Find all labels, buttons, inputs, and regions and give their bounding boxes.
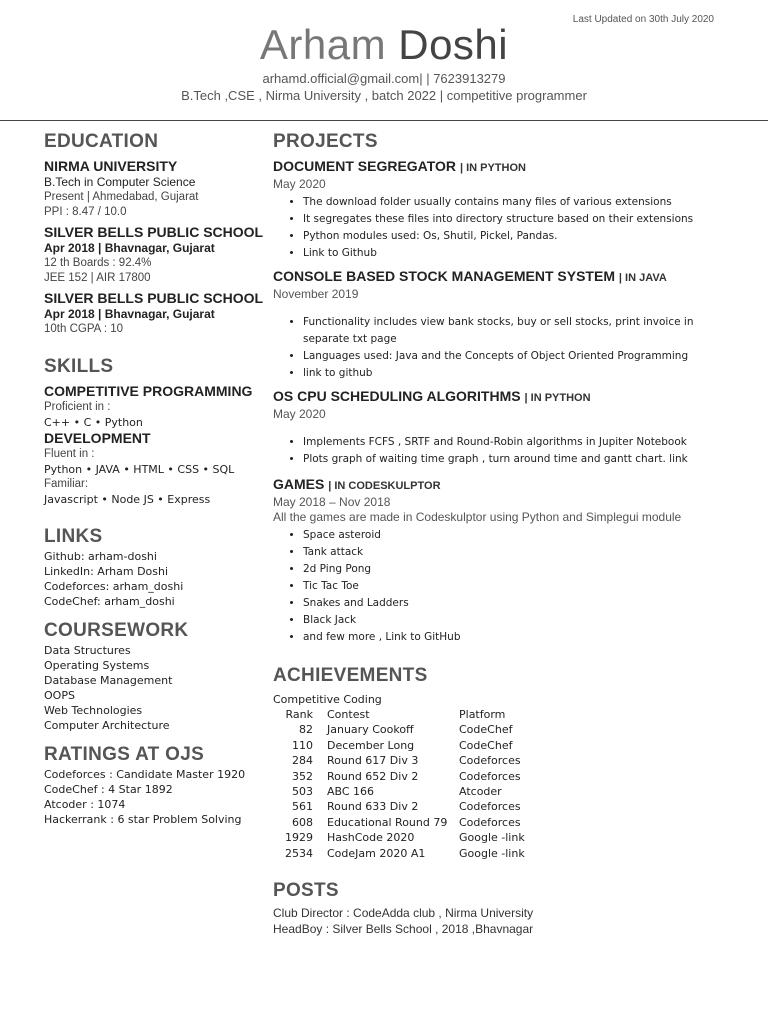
project-link[interactable]: • link to github [303, 365, 733, 382]
ratings-heading: RATINGS AT OJS [44, 744, 205, 765]
skill-cp-langs: C++ • C • Python [44, 416, 143, 429]
table-row [273, 815, 525, 830]
table-row [273, 738, 525, 753]
edu-detail: 10th CGPA : 10 [44, 323, 124, 335]
link-github[interactable]: Github: arham-doshi [44, 550, 157, 563]
table-row [273, 769, 525, 784]
header-contest: Contest [327, 708, 370, 721]
skill-fluent-label: Fluent in : [44, 448, 95, 460]
cell-platform: CodeChef [459, 723, 513, 737]
course-item: Database Management [44, 674, 173, 687]
game-item: • Tic Tac Toe [303, 578, 733, 595]
rating-item: CodeChef : 4 Star 1892 [44, 783, 173, 796]
project-date: May 2020 [273, 407, 326, 421]
project-lang: | IN PYTHON [459, 162, 526, 174]
header-rank: Rank [285, 708, 313, 721]
cell-platform: Atcoder [459, 785, 502, 799]
table-row [273, 784, 525, 799]
project-bullet: • It segregates these files into directory structure based on their extensions [303, 211, 733, 228]
game-item: • Space asteroid [303, 527, 733, 544]
cell-rank: 352 [292, 769, 313, 783]
skill-familiar: Javascript • Node JS • Express [44, 493, 211, 506]
project-lang: | IN PYTHON [524, 392, 591, 404]
school-date-place: Apr 2018 | Bhavnagar, Gujarat [44, 307, 215, 321]
edu-detail: JEE 152 | AIR 17800 [44, 272, 151, 284]
posts-heading: POSTS [273, 880, 339, 902]
education-item [44, 224, 266, 286]
cell-contest: Round 652 Div 2 [327, 769, 419, 783]
cell-platform: Codeforces [459, 754, 521, 768]
links-heading: LINKS [44, 526, 103, 547]
cell-rank: 284 [292, 754, 313, 768]
project-name: DOCUMENT SEGREGATOR [273, 158, 457, 174]
project-date: May 2020 [273, 177, 326, 191]
project-lang: | IN JAVA [618, 272, 667, 284]
cell-platform[interactable]: Google -link [459, 831, 525, 845]
project-item [273, 388, 733, 468]
cell-platform: Codeforces [459, 815, 521, 829]
cell-contest: Round 633 Div 2 [327, 800, 419, 814]
cell-rank: 503 [292, 785, 313, 799]
project-lang: | IN CODESKULPTOR [328, 480, 441, 492]
achievements-subheading: Competitive Coding [273, 693, 382, 706]
school-name: NIRMA UNIVERSITY [44, 158, 178, 174]
left-column [44, 130, 266, 827]
post-item: HeadBoy : Silver Bells School , 2018 ,Bhavnagar [273, 922, 534, 937]
last-updated: Last Updated on 30th July 2020 [572, 14, 714, 25]
education-heading: EDUCATION [44, 131, 159, 152]
cell-platform: Codeforces [459, 769, 521, 783]
cell-rank: 82 [299, 723, 313, 737]
last-name: Doshi [398, 21, 509, 68]
project-item [273, 158, 733, 262]
cell-contest: Educational Round 79 [327, 815, 448, 829]
link-codechef[interactable]: CodeChef: arham_doshi [44, 595, 175, 608]
project-link[interactable]: • and few more , Link to GitHub [303, 629, 733, 646]
course-item: OOPS [44, 689, 75, 702]
course-item: Data Structures [44, 644, 131, 657]
cell-contest: CodeJam 2020 A1 [327, 846, 426, 860]
link-codeforces[interactable]: Codeforces: arham_doshi [44, 580, 184, 593]
first-name: Arham [259, 21, 387, 68]
table-row [273, 846, 525, 861]
project-item [273, 268, 733, 382]
game-item: • Snakes and Ladders [303, 595, 733, 612]
edu-detail: Present | Ahmedabad, Gujarat [44, 191, 199, 203]
cell-contest: December Long [327, 738, 415, 752]
project-link[interactable]: • Link to Github [303, 245, 733, 262]
school-name: SILVER BELLS PUBLIC SCHOOL [44, 290, 264, 306]
project-bullet: • Plots graph of waiting time graph , turn around time and gantt chart. link [303, 451, 733, 468]
game-item: • Tank attack [303, 544, 733, 561]
projects-heading: PROJECTS [273, 131, 378, 152]
table-header-row [273, 707, 525, 722]
skill-familiar-label: Familiar: [44, 478, 89, 490]
school-name: SILVER BELLS PUBLIC SCHOOL [44, 224, 264, 240]
cell-rank: 608 [292, 815, 313, 829]
course-item: Operating Systems [44, 659, 150, 672]
skill-cp-title: COMPETITIVE PROGRAMMING [44, 383, 253, 399]
table-row [273, 830, 525, 845]
project-date: November 2019 [273, 287, 359, 301]
project-name: GAMES [273, 476, 325, 492]
rating-item: Codeforces : Candidate Master 1920 [44, 768, 246, 781]
project-item [273, 476, 733, 646]
cell-platform: CodeChef [459, 738, 513, 752]
project-bullet: • The download folder usually contains many files of various extensions [303, 194, 733, 211]
cell-contest: Round 617 Div 3 [327, 754, 419, 768]
skill-cp-label: Proficient in : [44, 401, 111, 413]
right-column [273, 130, 733, 937]
skills-heading: SKILLS [44, 356, 114, 377]
skill-fluent: Python • JAVA • HTML • CSS • SQL [44, 463, 235, 476]
course-item: Computer Architecture [44, 719, 170, 732]
achievements-table [273, 707, 525, 861]
project-bullet: • Implements FCFS , SRTF and Round-Robin algorithms in Jupiter Notebook [303, 434, 733, 451]
cell-contest: ABC 166 [327, 785, 375, 799]
edu-detail: 12 th Boards : 92.4% [44, 257, 152, 269]
cell-platform[interactable]: Google -link [459, 846, 525, 860]
project-name: OS CPU SCHEDULING ALGORITHMS [273, 388, 521, 404]
candidate-name [0, 20, 768, 70]
cell-rank: 561 [292, 800, 313, 814]
game-item: • 2d Ping Pong [303, 561, 733, 578]
project-date: May 2018 – Nov 2018 [273, 495, 391, 509]
skill-dev-title: DEVELOPMENT [44, 430, 151, 446]
project-bullet: • Languages used: Java and the Concepts of Object Oriented Programming [303, 348, 733, 365]
rating-item: Hackerrank : 6 star Problem Solving [44, 813, 242, 826]
cell-contest: January Cookoff [327, 723, 414, 737]
contact-line: arhamd.official@gmail.com| | 7623913279 [262, 71, 506, 86]
post-item: Club Director : CodeAdda club , Nirma University [273, 906, 534, 921]
resume-header [0, 20, 768, 104]
tagline: B.Tech ,CSE , Nirma University , batch 2022 | competitive programmer [181, 88, 587, 103]
link-linkedin[interactable]: LinkedIn: Arham Doshi [44, 565, 169, 578]
game-item: • Black Jack [303, 612, 733, 629]
achievements-heading: ACHIEVEMENTS [273, 665, 428, 686]
cell-rank: 1929 [285, 831, 313, 845]
education-item [44, 290, 266, 337]
school-date-place: Apr 2018 | Bhavnagar, Gujarat [44, 241, 215, 255]
header-platform: Platform [459, 708, 506, 721]
project-bullet: • Python modules used: Os, Shutil, Pickel, Pandas. [303, 228, 733, 245]
edu-detail: PPI : 8.47 / 10.0 [44, 206, 127, 218]
cell-platform: Codeforces [459, 800, 521, 814]
cell-contest: HashCode 2020 [327, 831, 415, 845]
project-name: CONSOLE BASED STOCK MANAGEMENT SYSTEM [273, 268, 615, 284]
education-item [44, 158, 266, 220]
rating-item: Atcoder : 1074 [44, 798, 126, 811]
table-row [273, 722, 525, 737]
table-row [273, 799, 525, 814]
cell-rank: 2534 [285, 846, 313, 860]
header-divider [0, 120, 768, 121]
project-description: All the games are made in Codeskulptor using Python and Simplegui module [273, 510, 682, 524]
table-row [273, 753, 525, 768]
project-bullet: • Functionality includes view bank stocks, buy or sell stocks, print invoice in separate txt page [303, 314, 733, 348]
coursework-heading: COURSEWORK [44, 620, 189, 641]
degree: B.Tech in Computer Science [44, 175, 196, 189]
course-item: Web Technologies [44, 704, 143, 717]
cell-rank: 110 [292, 738, 313, 752]
